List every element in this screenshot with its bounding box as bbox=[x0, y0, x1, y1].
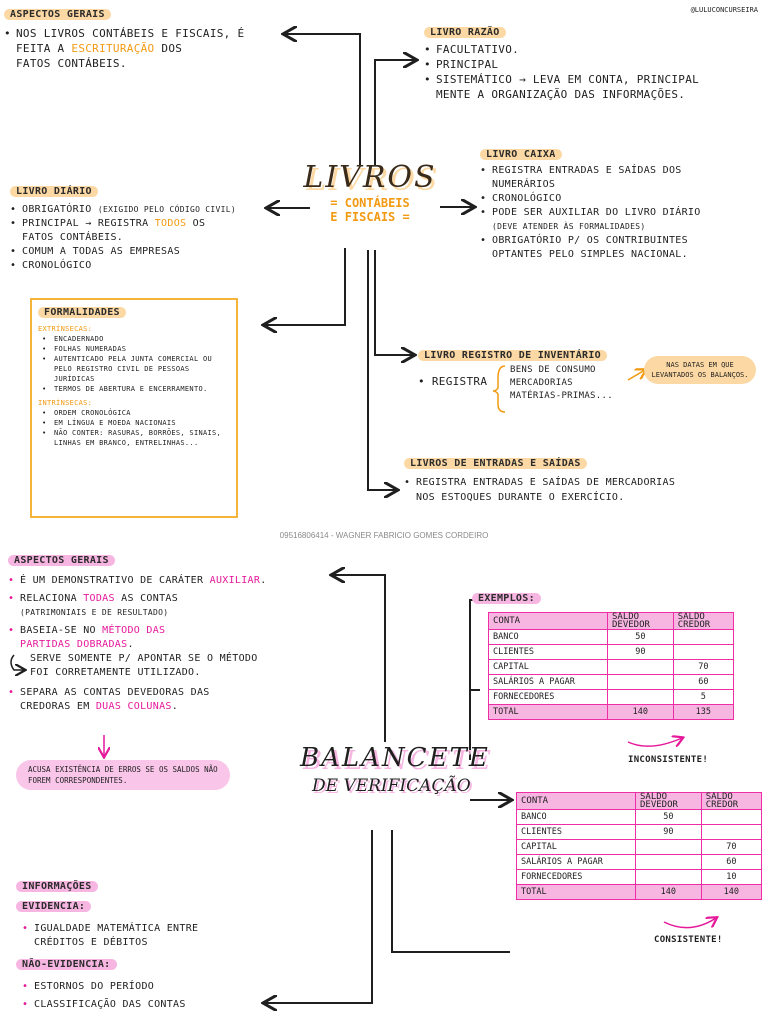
intrinseca-item: • NÃO CONTER: RASURAS, BORRÕES, SINAIS, LINHAS EM BRANCO, ENTRELINHAS... bbox=[42, 428, 230, 448]
table-row: BANCO 50 bbox=[517, 810, 762, 825]
inventario-item: MATÉRIAS-PRIMAS... bbox=[510, 391, 613, 401]
livros-entradas-saidas-section bbox=[404, 455, 764, 505]
intrinsecas-label: INTRÍNSECAS: bbox=[38, 399, 93, 407]
extrinseca-item: • TERMOS DE ABERTURA E ENCERRAMENTO. bbox=[42, 384, 230, 394]
header-saldo-devedor: SALDO DEVEDOR bbox=[608, 613, 674, 630]
fiscais-subtitle: E FISCAIS bbox=[330, 210, 396, 224]
formalidades-title: FORMALIDADES bbox=[38, 307, 126, 318]
aspectos-gerais-section bbox=[4, 6, 274, 71]
balancete-verificacao-title bbox=[300, 742, 500, 798]
evidencia-item: • IGUALDADE MATEMÁTICA ENTRE CRÉDITOS E DÉBITOS bbox=[22, 922, 276, 950]
livro-caixa-item: • PODE SER AUXILIAR DO LIVRO DIÁRIO (DEVE ATENDER ÀS FORMALIDADES) bbox=[480, 206, 760, 234]
inventario-note: NAS DATAS EM QUE LEVANTADOS OS BALANÇOS. bbox=[644, 356, 756, 384]
header-conta: CONTA bbox=[517, 793, 636, 810]
table-row: CLIENTES 90 bbox=[517, 825, 762, 840]
livro-diario-title: LIVRO DIÁRIO bbox=[10, 186, 98, 197]
formalidades-box bbox=[30, 298, 238, 518]
header-conta: CONTA bbox=[489, 613, 608, 630]
livros-contabeis-fiscais-title: LIVROS = CONTÁBEIS E FISCAIS = bbox=[300, 160, 440, 224]
livro-diario-item: • PRINCIPAL → REGISTRA TODOS OS FATOS CONTÁBEIS. bbox=[10, 217, 265, 245]
table-row: FORNECEDORES 5 bbox=[489, 690, 734, 705]
nao-evidencia-item: • CLASSIFICAÇÃO DAS CONTAS bbox=[22, 998, 276, 1012]
livro-caixa-item: • REGISTRA ENTRADAS E SAÍDAS DOS NUMERÁRIOS bbox=[480, 164, 760, 192]
balancete-aspecto-item: • É UM DEMONSTRATIVO DE CARÁTER AUXILIAR. bbox=[8, 574, 328, 588]
inventario-item: MERCADORIAS bbox=[510, 378, 573, 388]
author-handle: @LULUCONCURSEIRA bbox=[690, 6, 758, 14]
inventario-items bbox=[510, 364, 613, 403]
extrinseca-item: • ENCADERNADO bbox=[42, 334, 230, 344]
table-row: SALÁRIOS A PAGAR 60 bbox=[489, 675, 734, 690]
header-saldo-credor: SALDO CREDOR bbox=[673, 613, 733, 630]
header-saldo-devedor: SALDO DEVEDOR bbox=[636, 793, 702, 810]
aspectos-gerais-item: • NOS LIVROS CONTÁBEIS E FISCAIS, É FEITA A ESCRITURAÇÃO DOS FATOS CONTÁBEIS. bbox=[4, 26, 274, 71]
livro-razao-item: • PRINCIPAL bbox=[424, 57, 744, 72]
balancete-aspecto-item: • RELACIONA TODAS AS CONTAS (PATRIMONIAIS E DE RESULTADO) bbox=[8, 592, 328, 620]
table-row: CLIENTES 90 bbox=[489, 645, 734, 660]
extrinsecas-label: EXTRÍNSECAS: bbox=[38, 325, 93, 333]
verificacao-subtitle: DE VERIFICAÇÃO bbox=[312, 776, 471, 796]
table-row: CAPITAL 70 bbox=[517, 840, 762, 855]
livro-razao-title: LIVRO RAZÃO bbox=[424, 27, 506, 38]
balancete-aspecto-item: • BASEIA-SE NO MÉTODO DAS PARTIDAS DOBRADAS. bbox=[8, 624, 328, 652]
header-saldo-credor: SALDO CREDOR bbox=[701, 793, 761, 810]
livro-inventario-section bbox=[418, 347, 648, 363]
livro-razao-item: • FACULTATIVO. bbox=[424, 42, 744, 57]
entradas-saidas-item: • REGISTRA ENTRADAS E SAÍDAS DE MERCADORIAS NOS ESTOQUES DURANTE O EXERCÍCIO. bbox=[404, 475, 764, 505]
livro-razao-section bbox=[424, 24, 744, 102]
livros-title: LIVROS bbox=[303, 160, 437, 195]
livro-diario-item: • CRONOLÓGICO bbox=[10, 259, 265, 273]
table-row: BANCO 50 bbox=[489, 630, 734, 645]
livro-caixa-title: LIVRO CAIXA bbox=[480, 149, 562, 160]
inconsistente-label: INCONSISTENTE! bbox=[628, 755, 709, 765]
inventario-item: BENS DE CONSUMO bbox=[510, 365, 596, 375]
erros-note: ACUSA EXISTÊNCIA DE ERROS SE OS SALDOS NÃO FOREM CORRESPONDENTES. bbox=[16, 760, 230, 790]
nao-evidencia-label: NÃO-EVIDENCIA: bbox=[16, 959, 117, 970]
livro-caixa-item: • OBRIGATÓRIO P/ OS CONTRIBUINTES OPTANTES PELO SIMPLES NACIONAL. bbox=[480, 234, 760, 262]
extrinseca-item: • FOLHAS NUMERADAS bbox=[42, 344, 230, 354]
livro-razao-item: • SISTEMÁTICO → LEVA EM CONTA, PRINCIPAL MENTE A ORGANIZAÇÃO DAS INFORMAÇÕES. bbox=[424, 72, 744, 102]
aspectos-gerais-title: ASPECTOS GERAIS bbox=[4, 9, 111, 20]
livro-diario-item: • OBRIGATÓRIO (EXIGIDO PELO CÓDIGO CIVIL) bbox=[10, 203, 265, 217]
informacoes-title: INFORMAÇÕES bbox=[16, 881, 98, 892]
balancete-subnote: SERVE SOMENTE P/ APONTAR SE O MÉTODO FOI CORRETAMENTE UTILIZADO. bbox=[30, 653, 258, 678]
aspectos-gerais-balancete-title: ASPECTOS GERAIS bbox=[8, 555, 115, 566]
table-row: FORNECEDORES 10 bbox=[517, 870, 762, 885]
balancete-aspecto-item: • SEPARA AS CONTAS DEVEDORAS DAS CREDORAS EM DUAS COLUNAS. bbox=[8, 686, 328, 714]
evidencia-label: EVIDENCIA: bbox=[16, 901, 91, 912]
extrinseca-item: • AUTENTICADO PELA JUNTA COMERCIAL OU PELO REGISTRO CIVIL DE PESSOAS JURÍDICAS bbox=[42, 354, 230, 384]
balancete-title: BALANCETE bbox=[300, 743, 490, 773]
balancete-table-consistente bbox=[516, 792, 762, 900]
informacoes-section bbox=[16, 880, 276, 1012]
livro-caixa-section bbox=[480, 146, 760, 262]
balancete-table-inconsistente bbox=[488, 612, 734, 720]
livro-inventario-title: LIVRO REGISTRO DE INVENTÁRIO bbox=[418, 350, 607, 361]
table-row: SALÁRIOS A PAGAR 60 bbox=[517, 855, 762, 870]
aspectos-gerais-balancete-section bbox=[8, 554, 328, 714]
table-row: CAPITAL 70 bbox=[489, 660, 734, 675]
livro-diario-item: • COMUM A TODAS AS EMPRESAS bbox=[10, 245, 265, 259]
livros-entradas-saidas-title: LIVROS DE ENTRADAS E SAÍDAS bbox=[404, 458, 587, 469]
contabeis-subtitle: CONTÁBEIS bbox=[344, 196, 410, 210]
nao-evidencia-item: • ESTORNOS DO PERÍODO bbox=[22, 980, 276, 994]
intrinseca-item: • ORDEM CRONOLÓGICA bbox=[42, 408, 230, 418]
inventario-registra: • REGISTRA bbox=[418, 375, 488, 388]
total-row: TOTAL 140 135 bbox=[489, 705, 734, 720]
document-watermark: 09516806414 - WAGNER FABRICIO GOMES CORDEIRO bbox=[279, 531, 489, 540]
livro-caixa-item: • CRONOLÓGICO bbox=[480, 192, 760, 206]
intrinseca-item: • EM LÍNGUA E MOEDA NACIONAIS bbox=[42, 418, 230, 428]
exemplos-label: EXEMPLOS: bbox=[472, 590, 541, 606]
consistente-label: CONSISTENTE! bbox=[654, 935, 723, 945]
total-row: TOTAL 140 140 bbox=[517, 885, 762, 900]
livro-diario-section bbox=[10, 183, 265, 273]
